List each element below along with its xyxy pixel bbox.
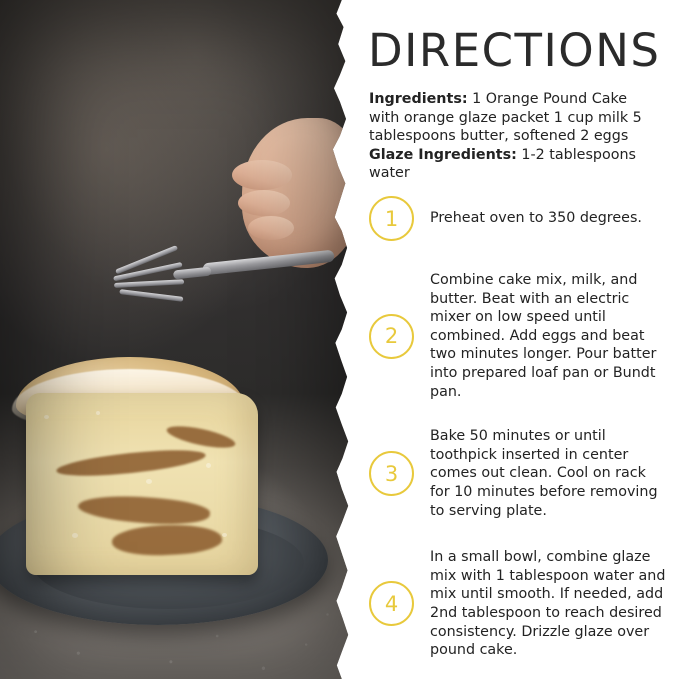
step-item: [369, 196, 669, 241]
step-number-badge: 1: [369, 196, 414, 241]
cinnamon-swirl: [111, 522, 222, 558]
cake-slice: [26, 393, 258, 575]
fork-tine: [119, 289, 183, 302]
step-number-badge: 3: [369, 451, 414, 496]
cinnamon-swirl: [55, 445, 206, 481]
crumb: [146, 479, 152, 484]
cinnamon-swirl: [77, 491, 211, 528]
step-text: Bake 50 minutes or until toothpick inserted in center comes out clean. Cool on rack for 10 minutes before removing to serving plate.: [430, 428, 658, 519]
directions-panel: [356, 0, 679, 679]
steps-list: [369, 196, 669, 678]
cinnamon-swirl: [165, 422, 237, 452]
ingredients-text: 1 Orange Pound Cake with orange glaze packet 1 cup milk 5 tablespoons butter, softened 2 eggs: [369, 91, 642, 145]
step-text: Preheat oven to 350 degrees.: [430, 210, 642, 227]
crumb: [72, 533, 78, 538]
step-text: In a small bowl, combine glaze mix with 1 tablespoon water and mix until smooth. If needed, add 2nd tablespoon to reach desired consistency. Drizzle glaze over pound cake.: [430, 549, 666, 659]
fork-neck: [173, 267, 212, 280]
step-item: [369, 271, 669, 401]
fork-tine: [114, 279, 184, 288]
step-number-badge: 4: [369, 581, 414, 626]
step-number-badge: 2: [369, 314, 414, 359]
finger: [238, 190, 290, 216]
ingredients-label: Ingredients:: [369, 91, 468, 107]
crumb: [206, 463, 211, 468]
ingredients-block: [369, 90, 651, 183]
finger: [232, 160, 292, 190]
page-title: DIRECTIONS: [368, 24, 661, 77]
step-item: [369, 548, 669, 660]
glaze-ingredients-label: Glaze Ingredients:: [369, 146, 517, 163]
fork-handle: [202, 250, 335, 276]
glaze-ingredients-text: 1-2 tablespoons water: [369, 146, 637, 182]
crumb: [222, 533, 227, 537]
crumb: [44, 415, 49, 419]
finger: [248, 216, 294, 240]
step-item: [369, 427, 669, 520]
step-text: Combine cake mix, milk, and butter. Beat with an electric mixer on low speed until combined. Add eggs and beat two minutes longer. Pour batter into prepared loaf pan or Bundt pan.: [430, 272, 657, 400]
crumb: [96, 411, 100, 415]
